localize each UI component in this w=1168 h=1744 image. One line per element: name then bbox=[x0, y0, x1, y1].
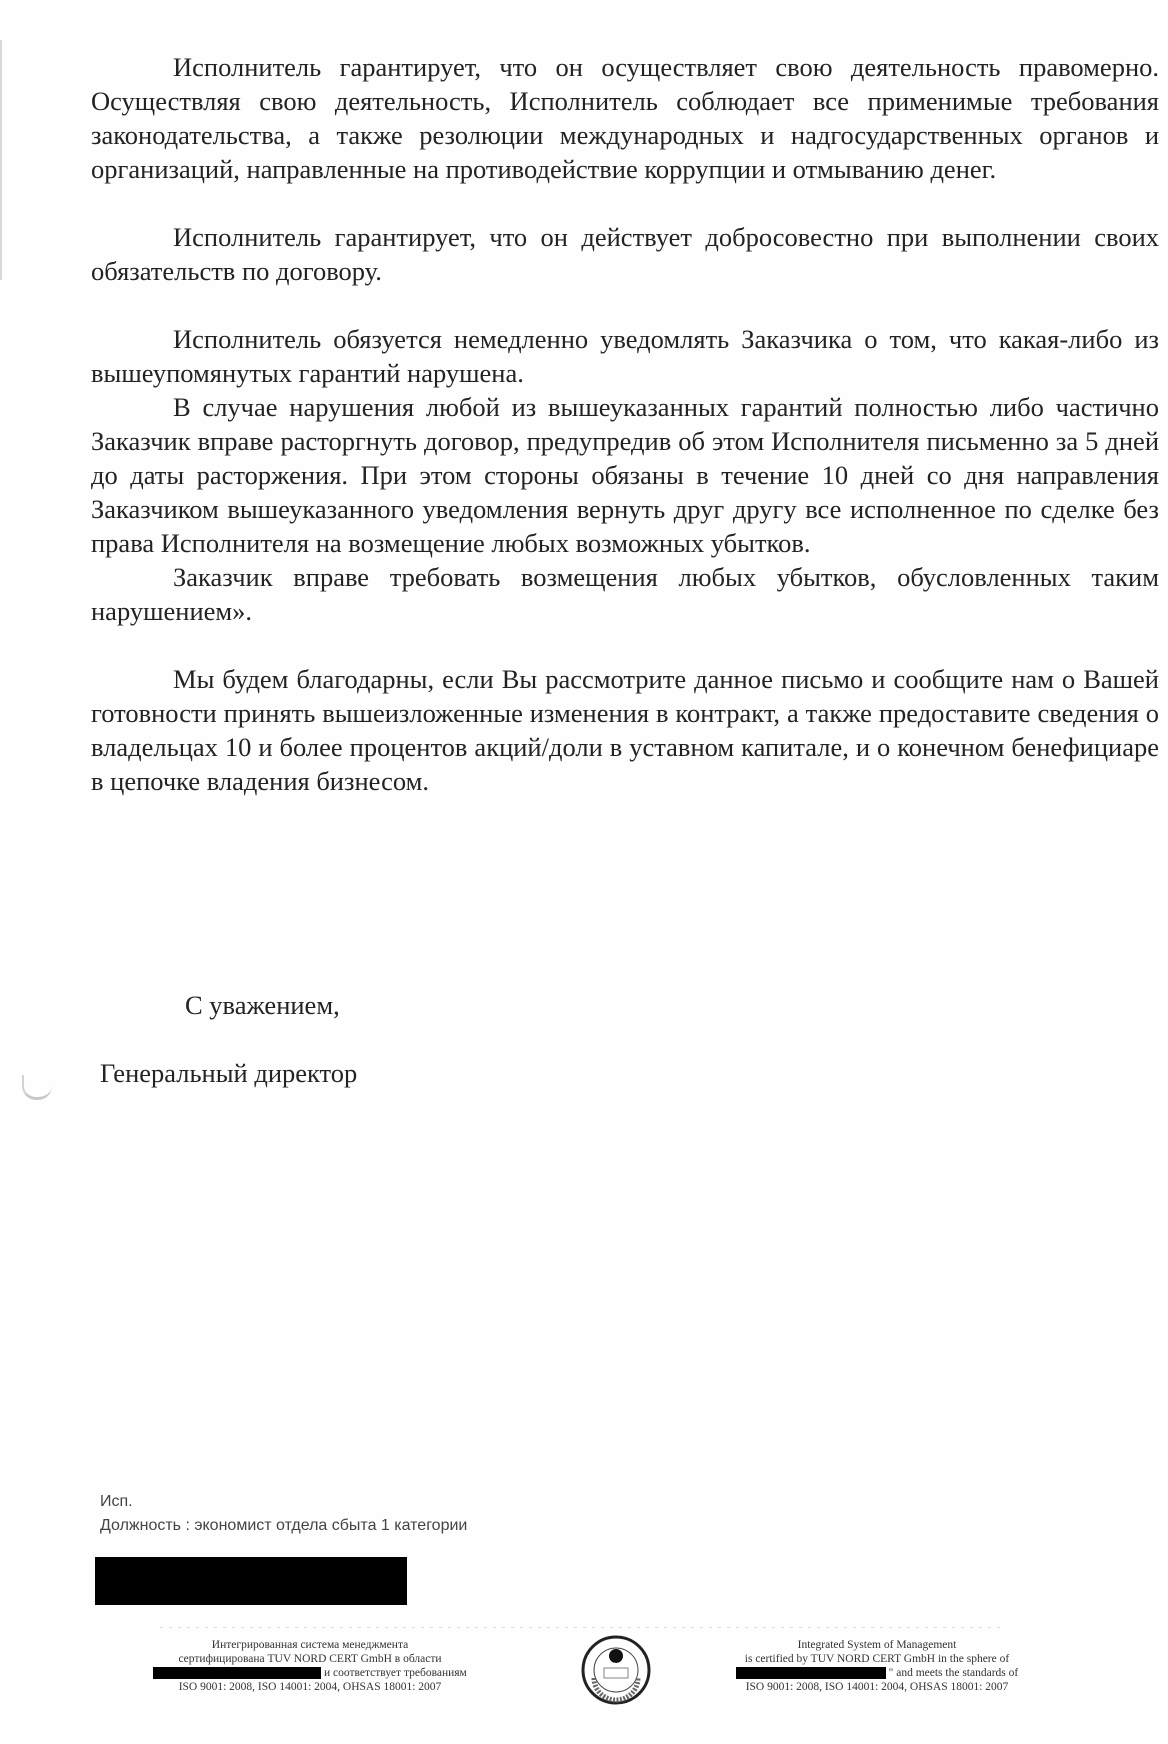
closing-phrase: С уважением, bbox=[185, 990, 340, 1020]
executor-label: Исп. bbox=[100, 1493, 133, 1510]
paragraph-good-faith: Исполнитель гарантирует, что он действует добросовестно при выполнении своих обязательств по договору. bbox=[91, 222, 1159, 286]
redaction-bar-footer-en bbox=[736, 1667, 886, 1679]
footer-en-line3 bbox=[712, 1666, 1042, 1680]
footer-ru-line2: сертифицирована TUV NORD CERT GmbH в области bbox=[178, 1653, 442, 1665]
footer-ru-line4: ISO 9001: 2008, ISO 14001: 2004, OHSAS 18001: 2007 bbox=[178, 1681, 442, 1693]
footer-en-line1: Integrated System of Management bbox=[797, 1639, 957, 1651]
margin-mark bbox=[22, 1075, 52, 1100]
scan-speckle bbox=[160, 1627, 1000, 1628]
footer-en-line3-text: " and meets the standards of bbox=[888, 1667, 1019, 1679]
paragraph-lawful-activity: Исполнитель гарантирует, что он осуществляет свою деятельность правомерно. Осуществляя свою деятельность, Исполнитель соблюдает все применимые требования законодательства, а также резолюции международных и надгосударственных органов и организаций, направленные на противодействие коррупции и отмыванию денег. bbox=[91, 52, 1159, 184]
footer-ru-line3 bbox=[145, 1666, 475, 1680]
letter-body bbox=[91, 50, 1159, 798]
redaction-bar-executor bbox=[95, 1557, 407, 1605]
footer-certification-ru bbox=[145, 1638, 475, 1694]
footer-certification-en bbox=[712, 1638, 1042, 1694]
executor-block bbox=[100, 1490, 467, 1538]
footer-en-line2: is certified by TUV NORD CERT GmbH in the sphere of bbox=[744, 1653, 1010, 1665]
seal-text: TÜV NORD bbox=[600, 1663, 632, 1669]
certification-footer bbox=[0, 1630, 1168, 1744]
footer-ru-line1: Интегрированная система менеджмента bbox=[211, 1639, 409, 1651]
redaction-bar-footer-ru bbox=[153, 1667, 321, 1679]
scan-edge bbox=[0, 40, 2, 280]
footer-en-line4: ISO 9001: 2008, ISO 14001: 2004, OHSAS 18001: 2007 bbox=[745, 1681, 1009, 1693]
paragraph-request: Мы будем благодарны, если Вы рассмотрите данное письмо и сообщите нам о Вашей готовности принять вышеизложенные изменения в контракт, а также предоставите сведения о владельцах 10 и более процентов акций/доли в уставном капитале, и о конечном бенефициаре в цепочке владения бизнесом. bbox=[91, 664, 1159, 796]
executor-position: Должность : экономист отдела сбыта 1 категории bbox=[100, 1517, 468, 1534]
signer-title: Генеральный директор bbox=[100, 1058, 358, 1088]
paragraph-termination: В случае нарушения любой из вышеуказанных гарантий полностью либо частично Заказчик вправе расторгнуть договор, предупредив об этом Исполнителя письменно за 5 дней до даты расторжения. При этом стороны обязаны в течение 10 дней со дня направления Заказчиком вышеуказанного уведомления вернуть друг другу все исполненное по сделке без права Исполнителя на возмещение любых возможных убытков. bbox=[91, 392, 1159, 558]
paragraph-damages: Заказчик вправе требовать возмещения любых убытков, обусловленных таким нарушением». bbox=[91, 562, 1159, 626]
footer-ru-line3-text: и соответствует требованиям bbox=[324, 1667, 467, 1679]
tuv-nord-seal-icon bbox=[580, 1634, 652, 1706]
paragraph-notify-breach: Исполнитель обязуется немедленно уведомлять Заказчика о том, что какая-либо из вышеупомянутых гарантий нарушена. bbox=[91, 324, 1159, 388]
